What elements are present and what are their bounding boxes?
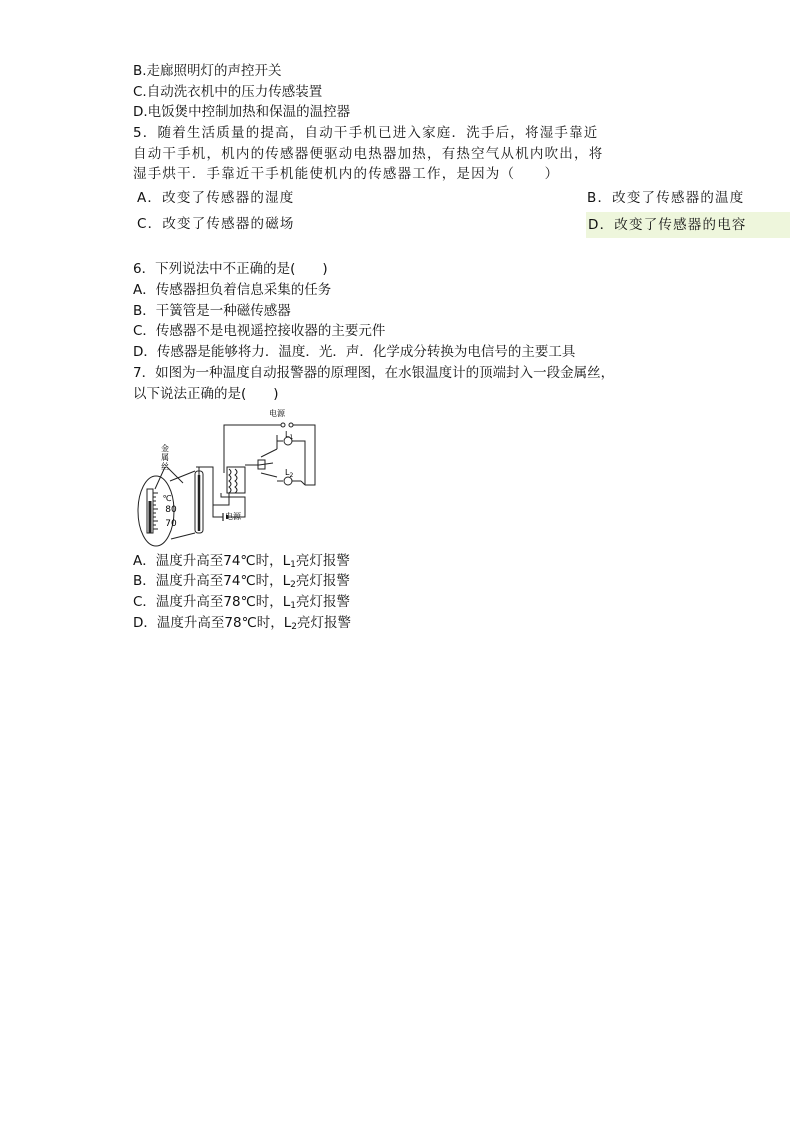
q5-option-a: A．改变了传感器的湿度 [137,190,295,206]
q7-option-c: C．温度升高至78℃时，$L_1$亮灯报警 [133,594,351,611]
tick-label-70: 70 [165,519,177,529]
q6-option-c: C．传感器不是电视遥控接收器的主要元件 [133,323,386,339]
lamp-l2-label: $L_2$ [285,468,294,479]
tick-label-80: 80 [165,505,177,515]
power-label-bottom: 电源 [225,512,241,521]
q6-option-b: B．干簧管是一种磁传感器 [133,303,291,319]
q5-stem-line3: 湿手烘干．手靠近干手机能使机内的传感器工作，是因为（ ） [133,166,560,182]
q6-stem: 6．下列说法中不正确的是( ) [133,261,328,277]
q5-option-c: C．改变了传感器的磁场 [137,216,295,232]
alarm-circuit-diagram [133,405,323,550]
metal-wire-label-1: 金 [161,444,169,453]
metal-wire-label-2: 属 [161,453,169,462]
q5-stem-line1: 5．随着生活质量的提高，自动干手机已进入家庭．洗手后，将湿手靠近 [133,125,599,141]
q7-stem-line1: 7．如图为一种温度自动报警器的原理图，在水银温度计的顶端封入一段金属丝， [133,365,615,381]
q5-option-b: B．改变了传感器的温度 [587,190,745,206]
prev-option-b: B.走廊照明灯的声控开关 [133,63,282,79]
prev-option-d: D.电饭煲中控制加热和保温的温控器 [133,104,351,120]
q7-option-d: D．温度升高至78℃时，$L_2$亮灯报警 [133,615,351,632]
q7-stem-line2: 以下说法正确的是( ) [133,386,279,402]
prev-option-c: C.自动洗衣机中的压力传感装置 [133,84,323,100]
q7-option-a: A．温度升高至74℃时，$L_1$亮灯报警 [133,553,350,570]
q5-option-d: D．改变了传感器的电容 [586,212,790,238]
q6-option-d: D．传感器是能够将力．温度．光．声．化学成分转换为电信号的主要工具 [133,344,576,360]
q7-option-b: B．温度升高至74℃时，$L_2$亮灯报警 [133,573,350,590]
lamp-l1-label: $L_1$ [285,430,294,441]
celsius-unit-label: ℃ [162,494,172,503]
metal-wire-label-3: 丝 [161,462,169,471]
q6-option-a: A．传感器担负着信息采集的任务 [133,282,332,298]
q5-stem-line2: 自动干手机，机内的传感器便驱动电热器加热，有热空气从机内吹出，将 [133,146,604,162]
power-label-top: 电源 [269,409,285,418]
